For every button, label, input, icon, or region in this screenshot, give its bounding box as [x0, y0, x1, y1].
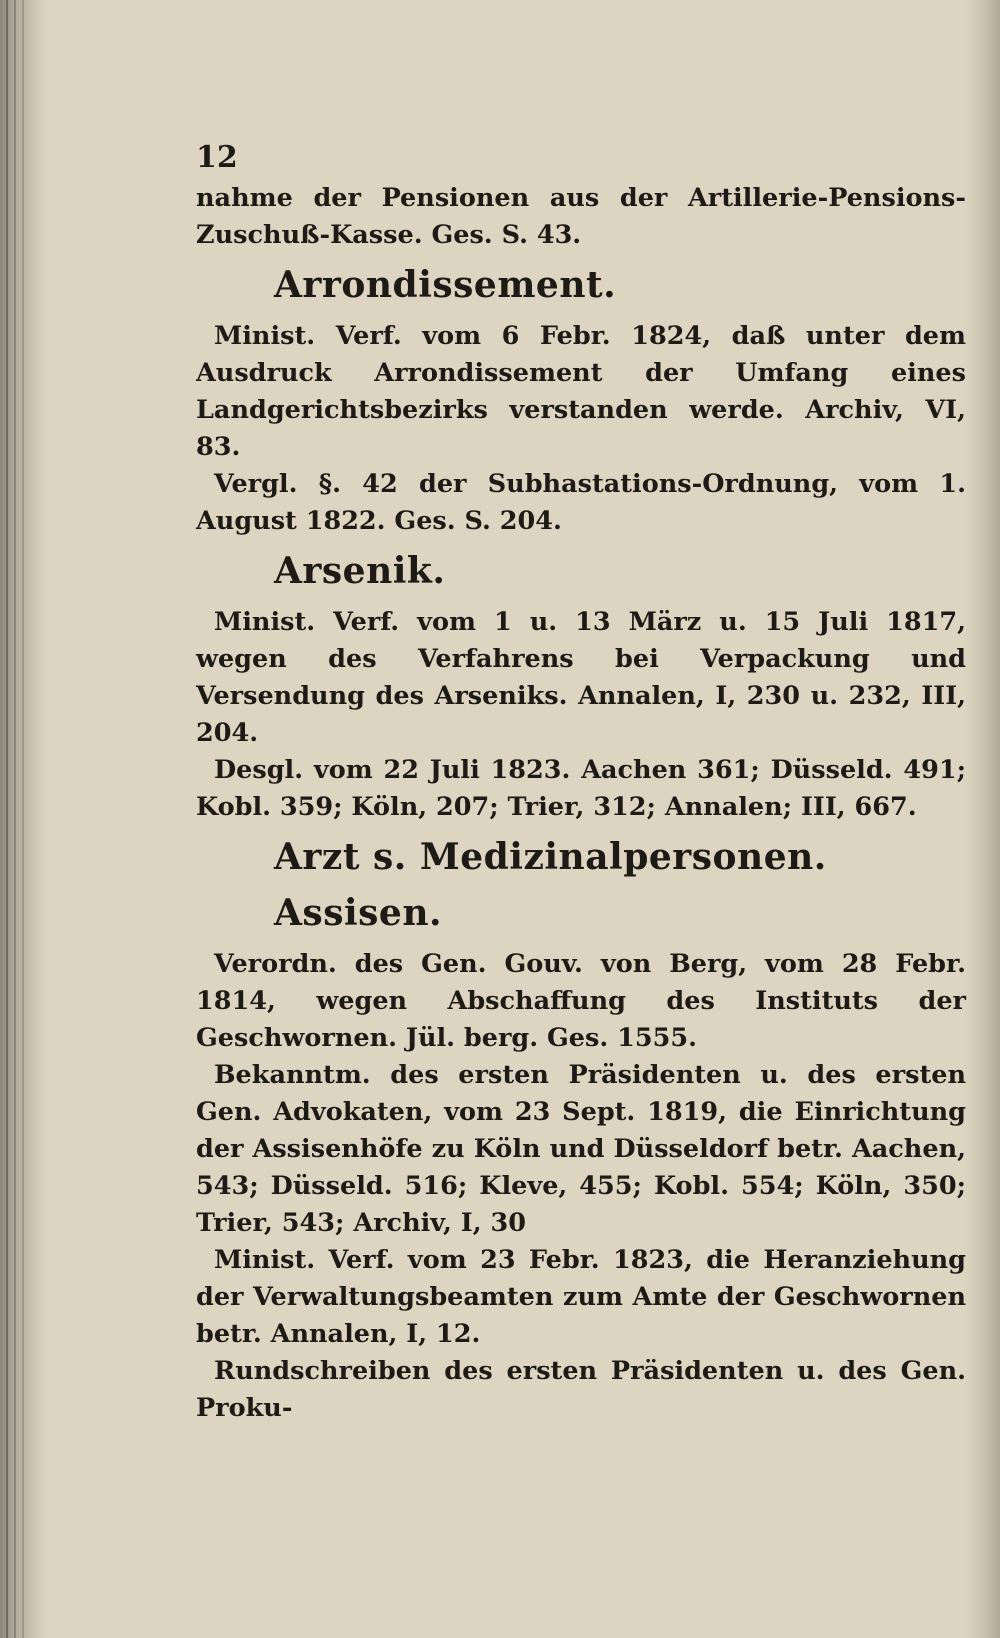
entry-paragraph: Bekanntm. des ersten Präsidenten u. des ersten Gen. Advokaten, vom 23 Sept. 1819, die Einrichtung der Assisenhöfe zu Köln und Düsseldorf betr. Aachen, 543; Düsseld. 516; Kleve, 455; Kobl. 554; Köln, 350; Trier, 543; Archiv, I, 30 — [196, 1060, 966, 1238]
index-entries — [196, 180, 966, 1427]
entry-paragraph: Vergl. §. 42 der Subhastations-Ordnung, vom 1. August 1822. Ges. S. 204. — [196, 469, 966, 536]
entry-paragraph: Verordn. des Gen. Gouv. von Berg, vom 28 Febr. 1814, wegen Abschaffung des Instituts der Geschwornen. Jül. berg. Ges. 1555. — [196, 949, 966, 1053]
section-heading: Assisen. — [274, 892, 443, 934]
section-heading: Arzt s. Medizinalpersonen. — [274, 836, 827, 878]
book-page — [196, 130, 966, 1600]
entry-paragraph: Desgl. vom 22 Juli 1823. Aachen 361; Düsseld. 491; Kobl. 359; Köln, 207; Trier, 312; Annalen; III, 667. — [196, 755, 966, 822]
entry-paragraph: Minist. Verf. vom 23 Febr. 1823, die Heranziehung der Verwaltungsbeamten zum Amte der Geschwornen betr. Annalen, I, 12. — [196, 1245, 966, 1349]
section-heading: Arsenik. — [274, 550, 446, 592]
spine-edge-line — [14, 0, 16, 1638]
section-heading: Arrondissement. — [274, 264, 617, 306]
spine-edge-line — [22, 0, 24, 1638]
page-number: 12 — [196, 140, 238, 175]
entry-paragraph: nahme der Pensionen aus der Artillerie-Pensions-Zuschuß-Kasse. Ges. S. 43. — [196, 183, 966, 250]
entry-paragraph: Minist. Verf. vom 1 u. 13 März u. 15 Juli 1817, wegen des Verfahrens bei Verpackung und Versendung des Arseniks. Annalen, I, 230 u. 232, III, 204. — [196, 607, 966, 748]
entry-paragraph: Rundschreiben des ersten Präsidenten u. des Gen. Proku- — [196, 1356, 966, 1423]
entry-paragraph: Minist. Verf. vom 6 Febr. 1824, daß unter dem Ausdruck Arrondissement der Umfang eines Landgerichtsbezirks verstanden werde. Archiv, VI, 83. — [196, 321, 966, 462]
spine-edge-line — [6, 0, 8, 1638]
page-edge-shadow — [964, 0, 1000, 1638]
